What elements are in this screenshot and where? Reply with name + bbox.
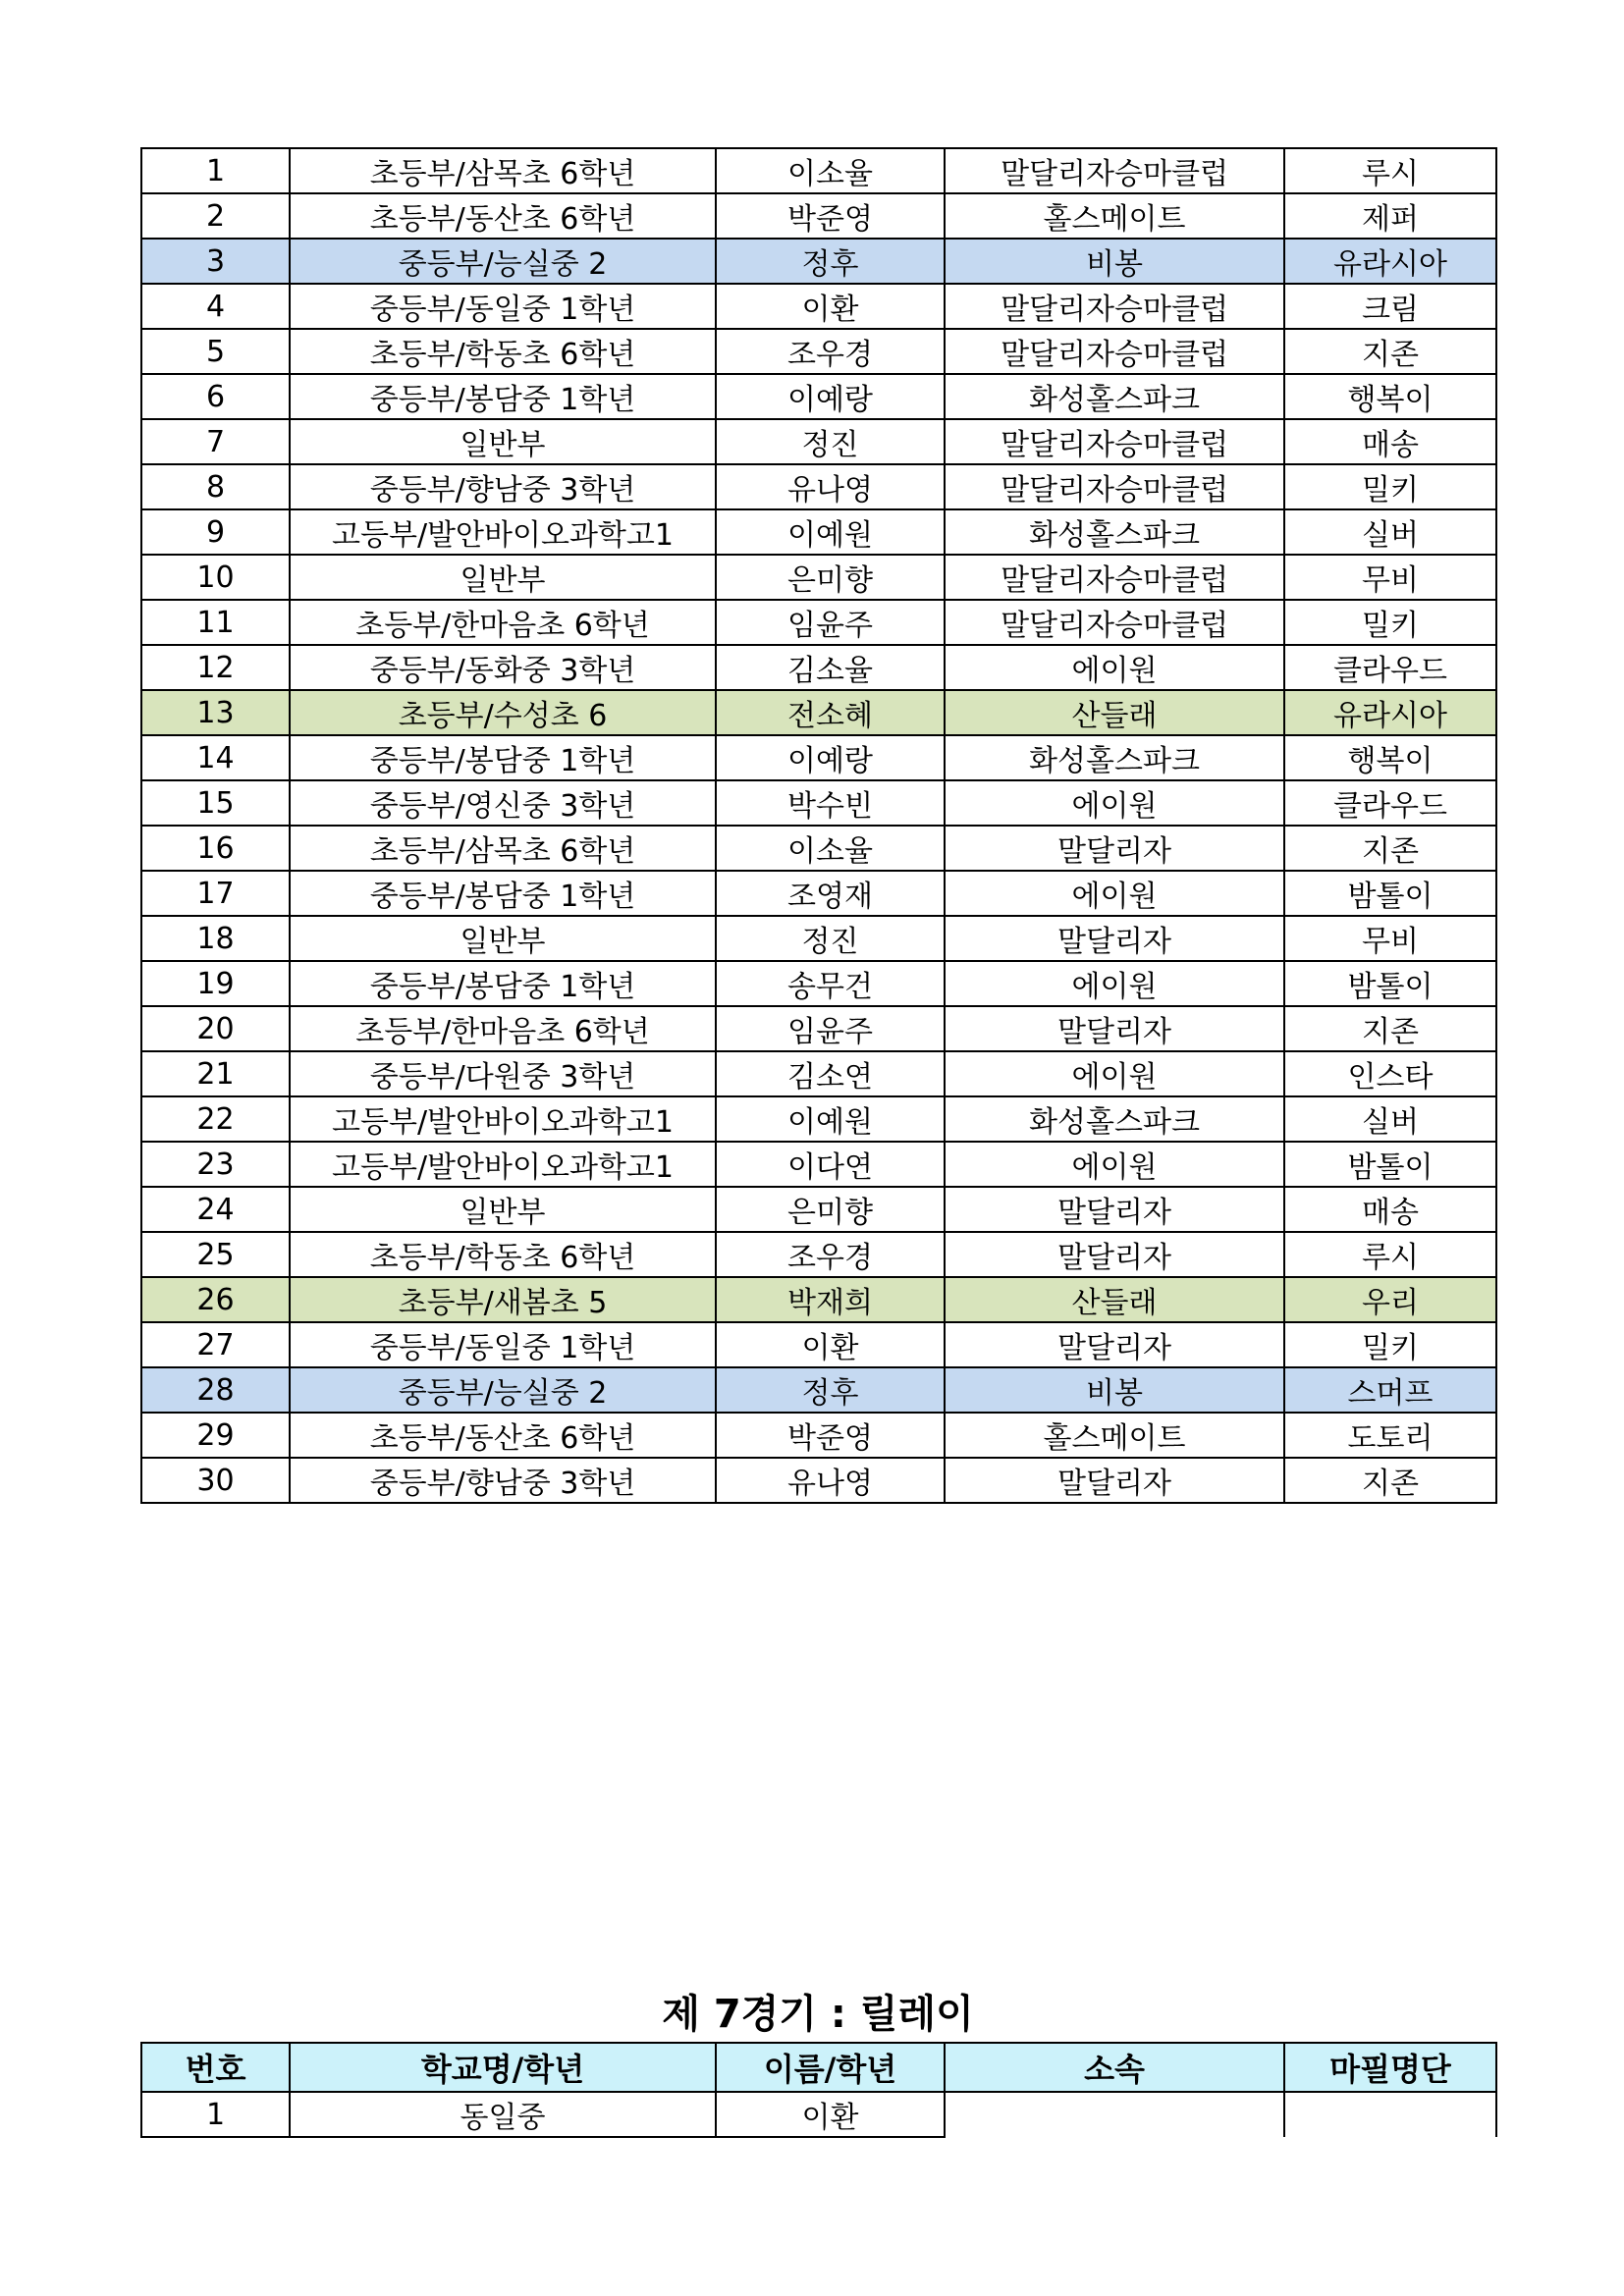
table-row [141, 1232, 1496, 1277]
cell-horse: 매송 [1284, 419, 1496, 464]
cell-number: 8 [141, 464, 290, 509]
cell-club: 에이원 [945, 780, 1284, 826]
relay-row [141, 2092, 1496, 2137]
cell-horse: 행복이 [1284, 735, 1496, 780]
cell-name: 정진 [716, 419, 945, 464]
cell-name: 이예원 [716, 509, 945, 555]
cell-number: 26 [141, 1277, 290, 1322]
cell-name: 전소혜 [716, 690, 945, 735]
cell-club: 에이원 [945, 961, 1284, 1006]
cell-school: 중등부/동일중 1학년 [290, 1322, 716, 1367]
table-row [141, 1051, 1496, 1096]
cell-number: 2 [141, 193, 290, 239]
cell-horse: 지존 [1284, 1006, 1496, 1051]
relay-table [140, 2042, 1497, 2138]
table-row [141, 916, 1496, 961]
cell-name: 유나영 [716, 464, 945, 509]
cell-name: 이예랑 [716, 374, 945, 419]
cell-school: 초등부/학동초 6학년 [290, 1232, 716, 1277]
cell-school: 일반부 [290, 419, 716, 464]
cell-club: 비봉 [945, 239, 1284, 284]
cell-school: 초등부/수성초 6 [290, 690, 716, 735]
cell-horse: 밤톨이 [1284, 961, 1496, 1006]
cell-number: 22 [141, 1096, 290, 1142]
cell-number: 21 [141, 1051, 290, 1096]
cell-horse: 유라시아 [1284, 239, 1496, 284]
table-row [141, 419, 1496, 464]
cell-club: 말달리자 [945, 1006, 1284, 1051]
cell-name: 정후 [716, 239, 945, 284]
cell-horse: 밀키 [1284, 1322, 1496, 1367]
cell-horse: 우리 [1284, 1277, 1496, 1322]
cell-name: 이예원 [716, 1096, 945, 1142]
cell-school: 초등부/한마음초 6학년 [290, 600, 716, 645]
header-name: 이름/학년 [716, 2043, 945, 2092]
cell-club: 홀스메이트 [945, 193, 1284, 239]
cell-horse: 도토리 [1284, 1413, 1496, 1458]
cell-school: 초등부/동산초 6학년 [290, 1413, 716, 1458]
cell-name: 이환 [716, 284, 945, 329]
cell-club: 말달리자 [945, 1232, 1284, 1277]
cell-name: 임윤주 [716, 600, 945, 645]
cell-school: 중등부/동일중 1학년 [290, 284, 716, 329]
cell-school: 고등부/발안바이오과학고1 [290, 509, 716, 555]
table-row [141, 374, 1496, 419]
cell-club: 화성홀스파크 [945, 509, 1284, 555]
cell-name: 이소율 [716, 826, 945, 871]
cell-horse: 행복이 [1284, 374, 1496, 419]
cell-club: 화성홀스파크 [945, 374, 1284, 419]
cell-horse: 매송 [1284, 1187, 1496, 1232]
table-row [141, 871, 1496, 916]
cell-club: 홀스메이트 [945, 1413, 1284, 1458]
cell-club: 비봉 [945, 1367, 1284, 1413]
cell-horse: 클라우드 [1284, 780, 1496, 826]
cell-horse: 밤톨이 [1284, 1142, 1496, 1187]
cell-number: 11 [141, 600, 290, 645]
cell-name: 송무건 [716, 961, 945, 1006]
cell-club: 말달리자 [945, 1187, 1284, 1232]
cell-name: 은미향 [716, 1187, 945, 1232]
table-row [141, 645, 1496, 690]
cell-school: 일반부 [290, 555, 716, 600]
table-row [141, 329, 1496, 374]
cell-club: 말달리자승마클럽 [945, 600, 1284, 645]
cell-club: 말달리자 [945, 826, 1284, 871]
cell-club: 말달리자승마클럽 [945, 464, 1284, 509]
cell-horse: 무비 [1284, 555, 1496, 600]
table-row [141, 1142, 1496, 1187]
cell-number: 28 [141, 1367, 290, 1413]
cell-school: 초등부/한마음초 6학년 [290, 1006, 716, 1051]
cell-number: 19 [141, 961, 290, 1006]
cell-name: 박수빈 [716, 780, 945, 826]
cell-horse: 스머프 [1284, 1367, 1496, 1413]
cell-club: 말달리자승마클럽 [945, 329, 1284, 374]
cell-school: 고등부/발안바이오과학고1 [290, 1096, 716, 1142]
cell-number: 27 [141, 1322, 290, 1367]
cell-name: 이예랑 [716, 735, 945, 780]
cell-club: 말달리자승마클럽 [945, 148, 1284, 193]
cell-horse: 밀키 [1284, 464, 1496, 509]
table-row [141, 1413, 1496, 1458]
cell-name: 조우경 [716, 329, 945, 374]
cell-school: 중등부/능실중 2 [290, 239, 716, 284]
entries-body [141, 148, 1496, 1503]
cell-number: 14 [141, 735, 290, 780]
cell-number: 15 [141, 780, 290, 826]
header-club: 소속 [945, 2043, 1284, 2092]
cell-number: 25 [141, 1232, 290, 1277]
cell-name: 박준영 [716, 1413, 945, 1458]
table-row [141, 826, 1496, 871]
cell-school: 중등부/능실중 2 [290, 1367, 716, 1413]
cell-horse: 클라우드 [1284, 645, 1496, 690]
table-row [141, 1458, 1496, 1503]
cell-name: 조영재 [716, 871, 945, 916]
cell-number: 5 [141, 329, 290, 374]
cell-name: 김소연 [716, 1051, 945, 1096]
cell-school: 일반부 [290, 916, 716, 961]
table-row [141, 600, 1496, 645]
header-number: 번호 [141, 2043, 290, 2092]
cell-horse: 지존 [1284, 329, 1496, 374]
cell-name: 이다연 [716, 1142, 945, 1187]
cell-club: 말달리자승마클럽 [945, 555, 1284, 600]
relay-cell-horse [1284, 2092, 1496, 2137]
cell-club: 화성홀스파크 [945, 735, 1284, 780]
table-row [141, 1187, 1496, 1232]
cell-school: 중등부/봉담중 1학년 [290, 871, 716, 916]
cell-school: 중등부/다원중 3학년 [290, 1051, 716, 1096]
cell-number: 13 [141, 690, 290, 735]
cell-horse: 유라시아 [1284, 690, 1496, 735]
relay-cell-number: 1 [141, 2092, 290, 2137]
cell-name: 유나영 [716, 1458, 945, 1503]
table-row [141, 1322, 1496, 1367]
cell-number: 10 [141, 555, 290, 600]
cell-name: 박재희 [716, 1277, 945, 1322]
entries-table [140, 147, 1497, 1504]
cell-number: 24 [141, 1187, 290, 1232]
table-row [141, 961, 1496, 1006]
relay-cell-name: 이환 [716, 2092, 945, 2137]
cell-name: 김소율 [716, 645, 945, 690]
table-row [141, 148, 1496, 193]
cell-club: 에이원 [945, 871, 1284, 916]
cell-school: 중등부/향남중 3학년 [290, 464, 716, 509]
cell-school: 중등부/봉담중 1학년 [290, 374, 716, 419]
relay-cell-club [945, 2092, 1284, 2137]
cell-club: 말달리자 [945, 1322, 1284, 1367]
cell-number: 12 [141, 645, 290, 690]
cell-number: 6 [141, 374, 290, 419]
cell-horse: 인스타 [1284, 1051, 1496, 1096]
cell-club: 산들래 [945, 1277, 1284, 1322]
cell-horse: 밀키 [1284, 600, 1496, 645]
cell-school: 일반부 [290, 1187, 716, 1232]
cell-number: 30 [141, 1458, 290, 1503]
cell-club: 말달리자승마클럽 [945, 284, 1284, 329]
cell-number: 4 [141, 284, 290, 329]
cell-club: 에이원 [945, 645, 1284, 690]
cell-horse: 무비 [1284, 916, 1496, 961]
cell-school: 초등부/삼목초 6학년 [290, 148, 716, 193]
cell-horse: 지존 [1284, 1458, 1496, 1503]
cell-number: 29 [141, 1413, 290, 1458]
cell-club: 말달리자 [945, 1458, 1284, 1503]
cell-club: 말달리자 [945, 916, 1284, 961]
cell-name: 박준영 [716, 193, 945, 239]
cell-school: 초등부/새봄초 5 [290, 1277, 716, 1322]
cell-name: 임윤주 [716, 1006, 945, 1051]
cell-school: 고등부/발안바이오과학고1 [290, 1142, 716, 1187]
table-row [141, 509, 1496, 555]
cell-horse: 크림 [1284, 284, 1496, 329]
table-row [141, 1277, 1496, 1322]
relay-cell-school: 동일중 [290, 2092, 716, 2137]
cell-school: 중등부/동화중 3학년 [290, 645, 716, 690]
cell-horse: 실버 [1284, 509, 1496, 555]
cell-school: 중등부/향남중 3학년 [290, 1458, 716, 1503]
table-row [141, 239, 1496, 284]
cell-number: 20 [141, 1006, 290, 1051]
cell-name: 정진 [716, 916, 945, 961]
cell-school: 중등부/영신중 3학년 [290, 780, 716, 826]
cell-number: 23 [141, 1142, 290, 1187]
cell-club: 산들래 [945, 690, 1284, 735]
table-row [141, 780, 1496, 826]
header-school: 학교명/학년 [290, 2043, 716, 2092]
table-row [141, 284, 1496, 329]
table-row [141, 735, 1496, 780]
cell-horse: 실버 [1284, 1096, 1496, 1142]
cell-number: 17 [141, 871, 290, 916]
cell-horse: 제퍼 [1284, 193, 1496, 239]
cell-name: 이소율 [716, 148, 945, 193]
cell-club: 에이원 [945, 1142, 1284, 1187]
cell-horse: 지존 [1284, 826, 1496, 871]
cell-horse: 밤톨이 [1284, 871, 1496, 916]
header-horse: 마필명단 [1284, 2043, 1496, 2092]
cell-school: 중등부/봉담중 1학년 [290, 735, 716, 780]
table-row [141, 1006, 1496, 1051]
table-row [141, 555, 1496, 600]
cell-school: 중등부/봉담중 1학년 [290, 961, 716, 1006]
table-row [141, 1096, 1496, 1142]
table-row [141, 690, 1496, 735]
cell-number: 9 [141, 509, 290, 555]
table-row [141, 1367, 1496, 1413]
cell-name: 이환 [716, 1322, 945, 1367]
cell-school: 초등부/삼목초 6학년 [290, 826, 716, 871]
relay-title: 제 7경기 : 릴레이 [662, 1992, 974, 2037]
cell-number: 18 [141, 916, 290, 961]
cell-club: 말달리자승마클럽 [945, 419, 1284, 464]
cell-club: 에이원 [945, 1051, 1284, 1096]
table-row [141, 193, 1496, 239]
cell-number: 7 [141, 419, 290, 464]
cell-horse: 루시 [1284, 148, 1496, 193]
cell-school: 초등부/동산초 6학년 [290, 193, 716, 239]
cell-horse: 루시 [1284, 1232, 1496, 1277]
cell-number: 3 [141, 239, 290, 284]
cell-club: 화성홀스파크 [945, 1096, 1284, 1142]
cell-name: 정후 [716, 1367, 945, 1413]
cell-number: 1 [141, 148, 290, 193]
cell-number: 16 [141, 826, 290, 871]
cell-name: 조우경 [716, 1232, 945, 1277]
cell-name: 은미향 [716, 555, 945, 600]
cell-school: 초등부/학동초 6학년 [290, 329, 716, 374]
relay-header-row [141, 2043, 1496, 2092]
table-row [141, 464, 1496, 509]
